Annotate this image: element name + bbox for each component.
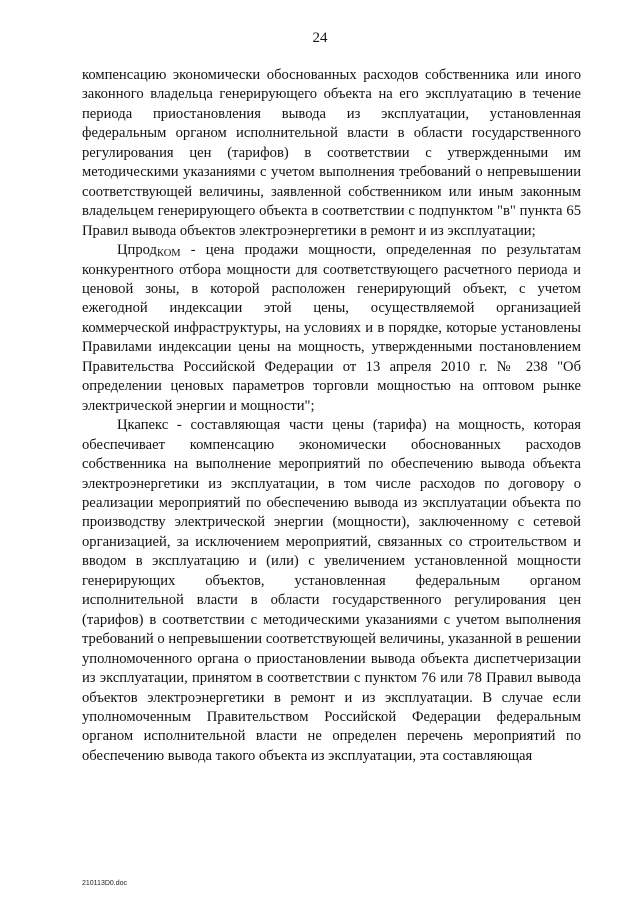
- paragraph-continuation: компенсацию экономически обоснованных расходов собственника или иного законного владельца генерирующего объекта на его эксплуатацию в течение периода приостановления вывода из эксплуатации, установленная федеральным органом исполнительной власти в области государственного регулирования цен (тарифов) в соответствии с утвержденными им методическими указаниями с учетом выполнения требований о непревышении соответствующей величины, заявленной собственником или иным законным владельцем генерирующего объекта в соответствии с подпунктом "в" пункта 65 Правил вывода объектов электроэнергетики в ремонт и из эксплуатации;: [82, 67, 581, 239]
- footer-filename: 210113D0.doc: [82, 880, 128, 887]
- page-number: 24: [312, 30, 328, 46]
- document-body: [82, 66, 581, 766]
- paragraph-price-definition: [82, 241, 581, 416]
- paragraph-price-definition-text: - цена продажи мощности, определенная по результатам конкурентного отбора мощности для соответствующего расчетного периода и ценовой зоны, в которой расположен генерирующий объект, с учетом ежегодной индексации этой цены, осуществляемой организацией коммерческой инфраструктуры, на условиях и в порядке, которые установлены Правилами индексации цены на мощность, утвержденными постановлением Правительства Российской Федерации от 13 апреля 2010 г. № 238 "Об определении ценовых параметров торговли мощностью на оптовом рынке электрической энергии и мощности";: [82, 242, 581, 414]
- term-price-sale: Цпрод: [117, 242, 157, 259]
- paragraph-capex-definition: Цкапекс - составляющая части цены (тарифа) на мощность, которая обеспечивает компенсацию экономически обоснованных расходов собственника на выполнение мероприятий по обеспечению вывода объекта электроэнергетики из эксплуатации, в том числе расходов по договору о реализации мероприятий по обеспечению вывода из эксплуатации объекта по производству электрической энергии (мощности), заключенному с сетевой организацией, за исключением мероприятий, связанных со строительством и вводом в эксплуатацию и (или) с увеличением установленной мощности генерирующих объектов, установленная федеральным органом исполнительной власти в области государственного регулирования цен (тарифов) в соответствии с методическими указаниями с учетом выполнения требований о непревышении соответствующей величины, указанной в решении уполномоченного органа о приостановлении вывода объекта диспетчеризации из эксплуатации, принятом в соответствии с пунктом 76 или 78 Правил вывода объектов электроэнергетики в ремонт и из эксплуатации. В случае если уполномоченным Правительством Российской Федерации федеральным органом исполнительной власти не определен перечень мероприятий по обеспечению вывода такого объекта из эксплуатации, эта составляющая: [82, 417, 581, 764]
- term-price-sale-subscript: КОМ: [156, 248, 181, 260]
